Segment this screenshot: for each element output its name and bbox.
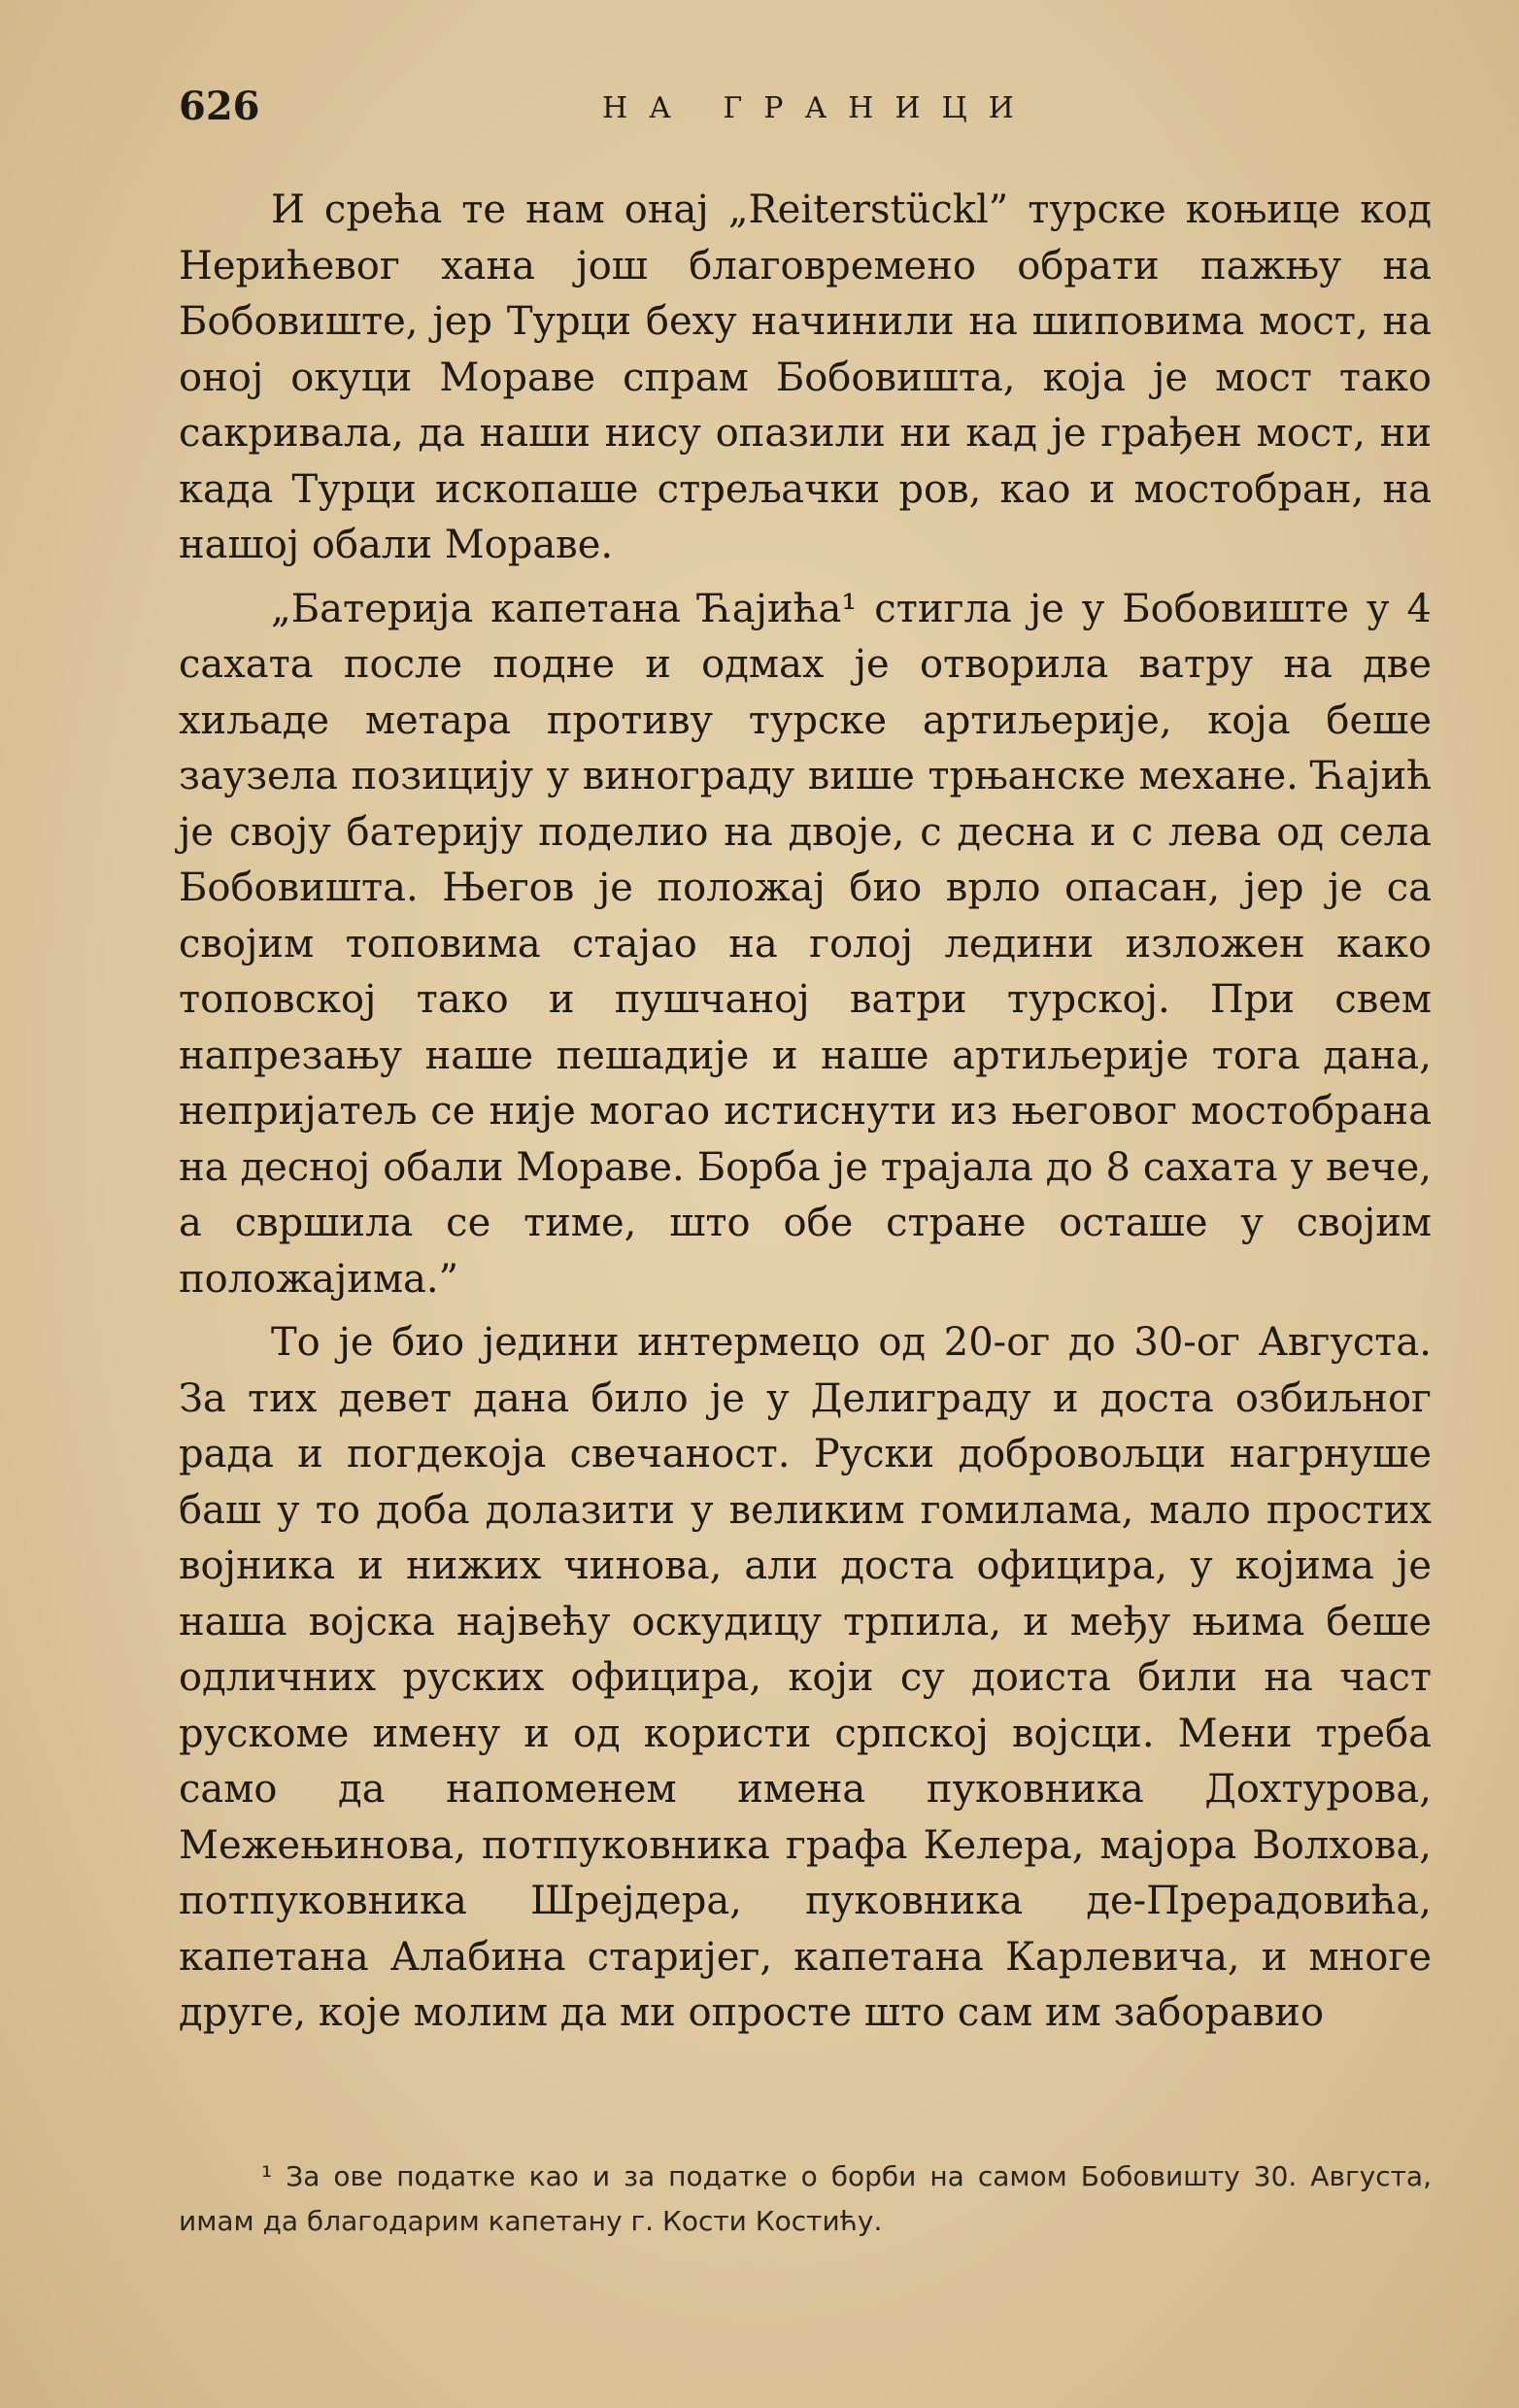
footnote: ¹ За ове податке као и за податке о борби на самом Бобовишту 30. Августа, имам да благодарим капетану г. Кости Костићу.: [179, 2160, 1432, 2237]
page-number: 626: [179, 84, 260, 129]
paragraph-2: „Батерија капетана Ћајића¹ стигла је у Бобовиште у 4 сахата после подне и одмах је отворила ватру на две хиљаде метара противу турске артиљерије, која беше заузела позицију у винограду више трњанске механе. Ћајић је своју батерију поделио на двоје, с десна и с лева од села Бобовишта. Његов је положај био врло опасан, јер је са својим топовима стајао на голој ледини изложен како топовској тако и пушчаној ватри турској. При свем напрезању наше пешадије и наше артиљерије тога дана, непријатељ се није могао истиснути из његовог мостобрана на десној обали Мораве. Борба је трајала до 8 сахата у вече, а свршила се тиме, што обе стране осташе у својим положајима.”: [179, 586, 1432, 1302]
running-title: НА ГРАНИЦИ: [602, 91, 1035, 125]
paragraph-1: И срећа те нам онај „Reiterstückl” турске коњице код Нерићевог хана још благовремено обрати пажњу на Бобовиште, јер Турци беху начинили на шиповима мост, на оној окуци Мораве спрам Бобовишта, која је мост тако сакривала, да наши нису опазили ни кад је грађен мост, ни када Турци ископаше стрељачки ров, као и мостобран, на нашој обали Мораве.: [179, 187, 1432, 567]
page-header: [0, 84, 1519, 142]
page-body: [179, 183, 1432, 2042]
paragraph-3: То је био једини интермецо од 20-ог до 30-ог Августа. За тих девет дана било је у Делиграду и доста озбиљног рада и погдекоја свечаност. Руски добровољци нагрнуше баш у то доба долазити у великим гомилама, мало простих војника и нижих чинова, али доста официра, у којима је наша војска највећу оскудицу трпила, и међу њима беше одличних руских официра, који су доиста били на част рускоме имену и од користи српској војсци. Мени треба само да напоменем имена пуковника Дохтурова, Межењинова, потпуковника графа Келера, мајора Волхова, потпуковника Шрејдера, пуковника де-Прерадовића, капетана Алабина старијег, капетана Карлевича, и многе друге, које молим да ми опросте што сам им заборавио: [179, 1320, 1432, 2035]
